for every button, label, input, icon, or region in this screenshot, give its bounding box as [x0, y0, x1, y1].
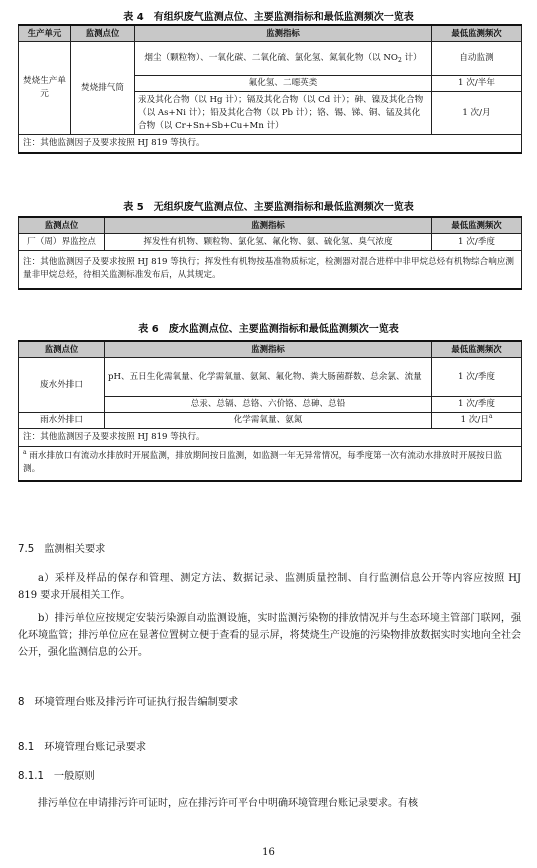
- table4-note: 注：其他监测因子及要求按照 HJ 819 等执行。: [19, 135, 522, 154]
- table6-footnote: $^a$ 雨水排放口有流动水排放时开展监测，排放期间按日监测，如监测一年无异常情况，每季度第一次有流动水排放时开展按日监测。: [19, 447, 522, 481]
- table6-point-cell: 雨水外排口: [19, 413, 105, 429]
- table5: [18, 216, 522, 290]
- table4-freq-cell: 自动监测: [432, 42, 522, 76]
- table4-caption: 表 4 有组织废气监测点位、主要监测指标和最低监测频次一览表: [123, 12, 414, 23]
- table6-freq-cell: 1 次/季度: [432, 397, 522, 413]
- table4-unit-cell: 焚烧生产单元: [19, 42, 71, 135]
- table4-header-metric: 监测指标: [135, 25, 432, 42]
- table6-point-cell: 废水外排口: [19, 358, 105, 413]
- final-paragraph: 排污单位在申请排污许可证时，应在排污许可平台中明确环境管理台账记录要求。有核: [38, 798, 418, 809]
- table5-freq-cell: 1 次/季度: [432, 234, 522, 251]
- table6: [18, 340, 522, 482]
- section-title: 监测相关要求: [44, 544, 106, 555]
- table4-header-freq: 最低监测频次: [432, 25, 522, 42]
- section-number: 8: [18, 697, 25, 708]
- section-8-1-1-heading: [18, 767, 95, 782]
- table5-point-cell: 厂（周）界监控点: [19, 234, 105, 251]
- table6-freq-cell: 1 次/季度: [432, 358, 522, 397]
- table4-freq-cell: 1 次/半年: [432, 76, 522, 92]
- table4-metric-cell: 汞及其化合物（以 Hg 计）；镉及其化合物（以 Cd 计）；砷、镍及其化合物（以 As+Ni 计）；铅及其化合物（以 Pb 计）；铬、锡、锑、铜、锰及其化合物（以 Cr+Sn+Sb+Cu+Mn 计）: [135, 92, 432, 135]
- section-8-1-heading: [18, 738, 146, 753]
- section-title: 一般原则: [53, 771, 95, 782]
- section-number: 8.1.1: [18, 771, 44, 782]
- section-number: 7.5: [18, 544, 35, 555]
- section-title: 环境管理台账记录要求: [44, 742, 147, 753]
- table5-header-metric: 监测指标: [105, 217, 432, 234]
- section-8-heading: [18, 693, 238, 708]
- table5-header-freq: 最低监测频次: [432, 217, 522, 234]
- table6-metric-cell: pH、五日生化需氧量、化学需氧量、氨氮、氟化物、粪大肠菌群数、总余氯、流量: [105, 358, 432, 397]
- table6-header-point: 监测点位: [19, 341, 105, 358]
- table5-note: 注：其他监测因子及要求按照 HJ 819 等执行；挥发性有机物按基准物质标定，检测器对混合进样中非甲烷总烃有机物综合响应测量非甲烷总烃，待相关监测标准发布后，从其规定。: [19, 251, 522, 289]
- table5-header-point: 监测点位: [19, 217, 105, 234]
- table4-header-unit: 生产单元: [19, 25, 71, 42]
- table6-header-freq: 最低监测频次: [432, 341, 522, 358]
- table6-caption: 表 6 废水监测点位、主要监测指标和最低监测频次一览表: [138, 324, 399, 335]
- table4-metric-cell: 氟化氢、二噁英类: [135, 76, 432, 92]
- section-number: 8.1: [18, 742, 35, 753]
- page-number: 16: [262, 847, 275, 858]
- table6-note: 注：其他监测因子及要求按照 HJ 819 等执行。: [19, 429, 522, 447]
- table6-metric-cell: 化学需氧量、氨氮: [105, 413, 432, 429]
- table4-freq-cell: 1 次/月: [432, 92, 522, 135]
- table4-metric-cell: 烟尘（颗粒物）、一氧化碳、二氧化硫、氯化氢、氮氧化物（以 $NO_2$ 计）: [135, 42, 432, 76]
- table4: [18, 24, 522, 154]
- section-title: 环境管理台账及排污许可证执行报告编制要求: [34, 697, 239, 708]
- table4-header-point: 监测点位: [71, 25, 135, 42]
- table6-header-metric: 监测指标: [105, 341, 432, 358]
- paragraph-b: b）排污单位应按规定安装污染源自动监测设施，实时监测污染物的排放情况并与生态环境主管部门联网，强化环境监管；排污单位应在显著位置树立便于查看的显示屏，将焚烧生产设施的污染物排放数据实时实地向全社会公开，强化监测信息的公开。: [18, 613, 521, 658]
- table4-point-cell: 焚烧排气筒: [71, 42, 135, 135]
- section-7-5-heading: [18, 540, 105, 555]
- table6-freq-cell: 1 次/日$^a$: [432, 413, 522, 429]
- table5-caption: 表 5 无组织废气监测点位、主要监测指标和最低监测频次一览表: [123, 202, 414, 213]
- table6-metric-cell: 总汞、总镉、总铬、六价铬、总砷、总铅: [105, 397, 432, 413]
- table5-metric-cell: 挥发性有机物、颗粒物、氯化氢、氟化物、氨、硫化氢、臭气浓度: [105, 234, 432, 251]
- paragraph-a: a）采样及样品的保存和管理、测定方法、数据记录、监测质量控制、自行监测信息公开等内容应按照 HJ 819 要求开展相关工作。: [18, 573, 521, 601]
